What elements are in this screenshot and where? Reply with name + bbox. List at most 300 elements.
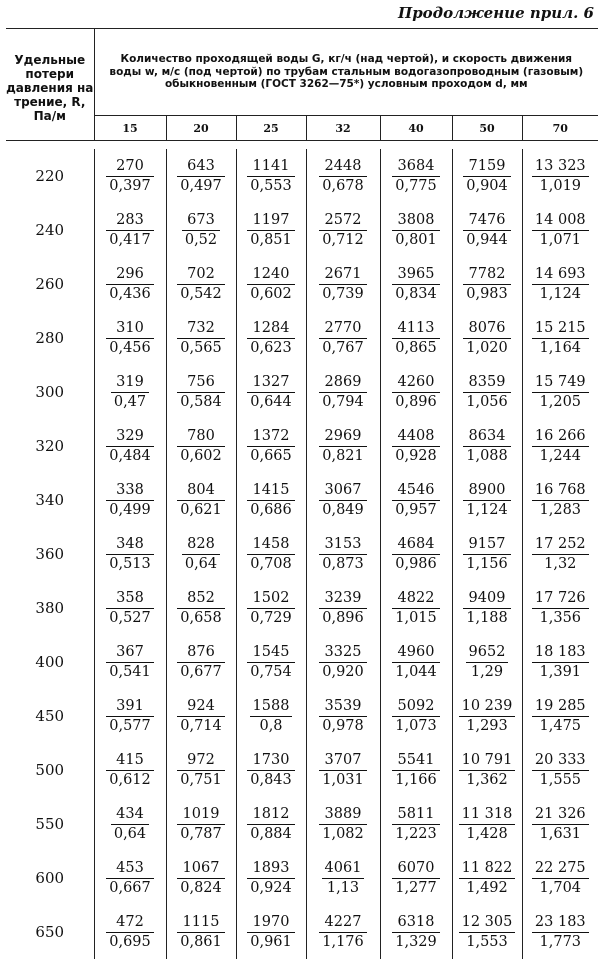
fraction	[106, 481, 154, 520]
velocity: 1,088	[463, 446, 511, 466]
flow-rate: 434	[116, 805, 144, 822]
flow-cell	[166, 905, 236, 959]
flow-cell	[380, 473, 452, 527]
table-row	[6, 743, 598, 797]
flow-cell	[522, 473, 598, 527]
fraction	[106, 859, 154, 898]
fraction	[319, 697, 367, 736]
fraction	[319, 805, 367, 844]
flow-cell	[380, 311, 452, 365]
velocity: 1,29	[466, 662, 509, 682]
fraction	[106, 535, 154, 574]
velocity: 0,834	[392, 284, 440, 304]
flow-cell	[452, 581, 522, 635]
flow-rate: 15 215	[534, 319, 586, 336]
flow-cell	[306, 419, 380, 473]
velocity: 0,851	[247, 230, 295, 250]
flow-rate: 415	[116, 751, 144, 768]
fraction	[463, 157, 511, 196]
flow-cell	[522, 743, 598, 797]
flow-cell	[380, 365, 452, 419]
fraction	[392, 157, 440, 196]
flow-cell	[236, 743, 306, 797]
fraction	[459, 805, 516, 844]
flow-rate: 756	[187, 373, 215, 390]
flow-rate: 3325	[324, 643, 362, 660]
velocity: 0,397	[106, 176, 154, 196]
flow-rate: 1893	[252, 859, 290, 876]
column-header: Количество проходящей воды G, кг/ч (над чертой), и скорость движения воды w, м/с (под чертой) по трубам стальным водогазопроводным (газовым) обыкновенным (ГОСТ 3262—75*) условным проходом d, мм	[94, 29, 598, 116]
fraction	[247, 427, 295, 466]
diameter-header: 50	[452, 116, 522, 141]
fraction	[322, 859, 365, 898]
pressure-loss-value: 220	[6, 149, 94, 203]
flow-cell	[236, 797, 306, 851]
flow-rate: 6318	[397, 913, 435, 930]
velocity: 1,188	[463, 608, 511, 628]
flow-cell	[452, 311, 522, 365]
flow-cell	[452, 905, 522, 959]
velocity: 1,362	[459, 770, 516, 790]
fraction	[532, 535, 589, 574]
flow-rate: 643	[187, 157, 215, 174]
pressure-loss-value: 550	[6, 797, 94, 851]
flow-rate: 7782	[468, 265, 506, 282]
flow-cell	[236, 311, 306, 365]
fraction	[459, 859, 516, 898]
table-row	[6, 905, 598, 959]
velocity: 0,499	[106, 500, 154, 520]
flow-cell	[452, 851, 522, 905]
flow-rate: 3684	[397, 157, 435, 174]
flow-rate: 5541	[397, 751, 435, 768]
flow-rate: 1067	[182, 859, 220, 876]
fraction	[106, 589, 154, 628]
flow-cell	[380, 527, 452, 581]
velocity: 0,924	[247, 878, 295, 898]
flow-rate: 2869	[324, 373, 362, 390]
fraction	[177, 751, 225, 790]
flow-rate: 15 749	[534, 373, 586, 390]
pressure-loss-value: 260	[6, 257, 94, 311]
table-row	[6, 689, 598, 743]
flow-rate: 319	[116, 373, 144, 390]
flow-cell	[380, 581, 452, 635]
velocity: 0,47	[111, 392, 149, 412]
velocity: 0,667	[106, 878, 154, 898]
velocity: 0,787	[177, 824, 225, 844]
fraction	[459, 913, 516, 952]
velocity: 0,497	[177, 176, 225, 196]
fraction	[459, 697, 516, 736]
flow-cell	[306, 635, 380, 689]
row-header: Удельные потери давления на трение, R, Па/м	[6, 29, 94, 141]
table-row	[6, 365, 598, 419]
fraction	[392, 427, 440, 466]
fraction	[463, 535, 511, 574]
velocity: 1,631	[532, 824, 589, 844]
velocity: 0,665	[247, 446, 295, 466]
velocity: 0,677	[177, 662, 225, 682]
velocity: 1,156	[463, 554, 511, 574]
velocity: 1,071	[532, 230, 589, 250]
flow-cell	[236, 527, 306, 581]
flow-cell	[94, 905, 166, 959]
velocity: 0,896	[319, 608, 367, 628]
flow-rate: 283	[116, 211, 144, 228]
flow-rate: 16 266	[534, 427, 586, 444]
table-row	[6, 473, 598, 527]
velocity: 0,513	[106, 554, 154, 574]
fraction	[532, 859, 589, 898]
velocity: 1,356	[532, 608, 589, 628]
velocity: 0,553	[247, 176, 295, 196]
velocity: 1,205	[532, 392, 589, 412]
velocity: 1,056	[463, 392, 511, 412]
table-row	[6, 203, 598, 257]
table-row	[6, 311, 598, 365]
fraction	[247, 859, 295, 898]
fraction	[177, 697, 225, 736]
flow-rate: 4960	[397, 643, 435, 660]
flow-rate: 310	[116, 319, 144, 336]
flow-cell	[166, 581, 236, 635]
flow-cell	[522, 419, 598, 473]
fraction	[247, 265, 295, 304]
fraction	[392, 535, 440, 574]
fraction	[463, 427, 511, 466]
flow-rate: 4260	[397, 373, 435, 390]
velocity: 1,124	[463, 500, 511, 520]
flow-cell	[166, 689, 236, 743]
fraction	[532, 427, 589, 466]
fraction	[106, 265, 154, 304]
velocity: 1,031	[319, 770, 367, 790]
velocity: 0,678	[319, 176, 367, 196]
velocity: 0,794	[319, 392, 367, 412]
fraction	[319, 265, 367, 304]
flow-rate: 876	[187, 643, 215, 660]
fraction	[463, 265, 511, 304]
fraction	[106, 427, 154, 466]
flow-cell	[306, 851, 380, 905]
fraction	[532, 319, 589, 358]
fraction	[319, 589, 367, 628]
velocity: 0,824	[177, 878, 225, 898]
fraction	[106, 319, 154, 358]
velocity: 1,32	[532, 554, 589, 574]
velocity: 0,983	[463, 284, 511, 304]
flow-rate: 3889	[324, 805, 362, 822]
velocity: 0,658	[177, 608, 225, 628]
velocity: 0,64	[111, 824, 149, 844]
flow-rate: 13 323	[534, 157, 586, 174]
flow-cell	[166, 203, 236, 257]
table-row	[6, 581, 598, 635]
velocity: 0,821	[319, 446, 367, 466]
fraction	[459, 751, 516, 790]
velocity: 1,13	[322, 878, 365, 898]
fraction	[463, 211, 511, 250]
flow-rate: 4546	[397, 481, 435, 498]
flow-cell	[380, 905, 452, 959]
fraction	[247, 373, 295, 412]
velocity: 0,565	[177, 338, 225, 358]
flow-cell	[452, 689, 522, 743]
velocity: 0,801	[392, 230, 440, 250]
flow-cell	[236, 581, 306, 635]
velocity: 0,417	[106, 230, 154, 250]
flow-rate: 2448	[324, 157, 362, 174]
flow-rate: 10 239	[461, 697, 513, 714]
velocity: 0,729	[247, 608, 295, 628]
velocity: 0,961	[247, 932, 295, 952]
velocity: 0,944	[463, 230, 511, 250]
flow-cell	[236, 851, 306, 905]
flow-cell	[380, 635, 452, 689]
fraction	[392, 589, 440, 628]
flow-rate: 296	[116, 265, 144, 282]
flow-rate: 358	[116, 589, 144, 606]
flow-rate: 3707	[324, 751, 362, 768]
flow-rate: 391	[116, 697, 144, 714]
fraction	[463, 481, 511, 520]
velocity: 1,555	[532, 770, 589, 790]
flow-rate: 1812	[252, 805, 290, 822]
fraction	[532, 211, 589, 250]
velocity: 1,020	[463, 338, 511, 358]
velocity: 1,428	[459, 824, 516, 844]
velocity: 0,865	[392, 338, 440, 358]
fraction	[463, 373, 511, 412]
flow-rate: 972	[187, 751, 215, 768]
table-row	[6, 635, 598, 689]
flow-cell	[94, 527, 166, 581]
fraction	[177, 373, 225, 412]
flow-rate: 9652	[468, 643, 506, 660]
fraction	[247, 589, 295, 628]
flow-cell	[306, 149, 380, 203]
flow-rate: 17 726	[534, 589, 586, 606]
flow-rate: 2770	[324, 319, 362, 336]
velocity: 0,456	[106, 338, 154, 358]
flow-cell	[306, 203, 380, 257]
fraction	[466, 643, 509, 682]
diameter-header: 40	[380, 116, 452, 141]
fraction	[532, 589, 589, 628]
flow-cell	[166, 851, 236, 905]
flow-cell	[522, 797, 598, 851]
fraction	[111, 805, 149, 844]
flow-cell	[94, 149, 166, 203]
fraction	[177, 265, 225, 304]
flow-rate: 732	[187, 319, 215, 336]
pressure-loss-value: 360	[6, 527, 94, 581]
flow-rate: 4061	[324, 859, 362, 876]
velocity: 1,015	[392, 608, 440, 628]
fraction	[247, 157, 295, 196]
fraction	[247, 751, 295, 790]
flow-cell	[236, 419, 306, 473]
velocity: 1,124	[532, 284, 589, 304]
flow-cell	[236, 149, 306, 203]
flow-rate: 1970	[252, 913, 290, 930]
flow-cell	[306, 257, 380, 311]
fraction	[319, 211, 367, 250]
fraction	[247, 319, 295, 358]
velocity: 0,843	[247, 770, 295, 790]
flow-rate: 673	[187, 211, 215, 228]
velocity: 0,527	[106, 608, 154, 628]
flow-rate: 1458	[252, 535, 290, 552]
fraction	[250, 697, 293, 736]
fraction	[106, 643, 154, 682]
table-body	[6, 141, 598, 960]
velocity: 1,223	[392, 824, 440, 844]
flow-cell	[306, 743, 380, 797]
flow-cell	[166, 149, 236, 203]
flow-cell	[306, 527, 380, 581]
fraction	[111, 373, 149, 412]
flow-cell	[452, 797, 522, 851]
flow-rate: 1141	[252, 157, 290, 174]
velocity: 0,602	[177, 446, 225, 466]
fraction	[177, 643, 225, 682]
flow-cell	[522, 851, 598, 905]
flow-rate: 8900	[468, 481, 506, 498]
flow-rate: 3153	[324, 535, 362, 552]
flow-cell	[94, 581, 166, 635]
table-row	[6, 257, 598, 311]
fraction	[392, 805, 440, 844]
flow-cell	[94, 689, 166, 743]
velocity: 0,957	[392, 500, 440, 520]
flow-rate: 804	[187, 481, 215, 498]
velocity: 1,704	[532, 878, 589, 898]
flow-rate: 1019	[182, 805, 220, 822]
fraction	[392, 751, 440, 790]
flow-cell	[166, 527, 236, 581]
pressure-loss-value: 300	[6, 365, 94, 419]
fraction	[532, 913, 589, 952]
velocity: 0,920	[319, 662, 367, 682]
velocity: 1,553	[459, 932, 516, 952]
velocity: 1,176	[319, 932, 367, 952]
fraction	[392, 697, 440, 736]
fraction	[106, 157, 154, 196]
fraction	[463, 589, 511, 628]
fraction	[106, 697, 154, 736]
fraction	[247, 805, 295, 844]
fraction	[532, 157, 589, 196]
velocity: 1,277	[392, 878, 440, 898]
flow-cell	[522, 203, 598, 257]
diameter-header: 32	[306, 116, 380, 141]
flow-cell	[522, 365, 598, 419]
table-row	[6, 419, 598, 473]
flow-rate: 1502	[252, 589, 290, 606]
velocity: 0,52	[182, 230, 220, 250]
flow-rate: 3239	[324, 589, 362, 606]
flow-rate: 18 183	[534, 643, 586, 660]
flow-cell	[94, 311, 166, 365]
table-row	[6, 851, 598, 905]
fraction	[177, 805, 225, 844]
flow-cell	[166, 635, 236, 689]
velocity: 0,978	[319, 716, 367, 736]
flow-rate: 828	[187, 535, 215, 552]
fraction	[392, 373, 440, 412]
velocity: 1,044	[392, 662, 440, 682]
fraction	[247, 481, 295, 520]
flow-rate: 780	[187, 427, 215, 444]
flow-cell	[306, 581, 380, 635]
flow-rate: 17 252	[534, 535, 586, 552]
flow-cell	[236, 257, 306, 311]
flow-cell	[380, 851, 452, 905]
flow-cell	[94, 743, 166, 797]
flow-cell	[236, 689, 306, 743]
flow-cell	[522, 905, 598, 959]
pressure-loss-value: 280	[6, 311, 94, 365]
flow-rate: 8634	[468, 427, 506, 444]
flow-cell	[166, 311, 236, 365]
flow-rate: 8076	[468, 319, 506, 336]
velocity: 1,283	[532, 500, 589, 520]
flow-rate: 1730	[252, 751, 290, 768]
flow-cell	[306, 905, 380, 959]
velocity: 0,436	[106, 284, 154, 304]
pressure-loss-value: 240	[6, 203, 94, 257]
velocity: 0,541	[106, 662, 154, 682]
flow-cell	[306, 797, 380, 851]
velocity: 1,293	[459, 716, 516, 736]
velocity: 1,244	[532, 446, 589, 466]
flow-rate: 4684	[397, 535, 435, 552]
fraction	[319, 319, 367, 358]
velocity: 0,542	[177, 284, 225, 304]
fraction	[182, 535, 220, 574]
velocity: 0,884	[247, 824, 295, 844]
flow-cell	[452, 635, 522, 689]
fraction	[106, 751, 154, 790]
velocity: 0,849	[319, 500, 367, 520]
velocity: 0,714	[177, 716, 225, 736]
flow-rate: 1115	[182, 913, 220, 930]
flow-cell	[94, 473, 166, 527]
flow-cell	[236, 905, 306, 959]
flow-rate: 4408	[397, 427, 435, 444]
flow-rate: 21 326	[534, 805, 586, 822]
flow-cell	[452, 743, 522, 797]
flow-cell	[166, 473, 236, 527]
fraction	[392, 265, 440, 304]
flow-cell	[380, 689, 452, 743]
flow-rate: 4822	[397, 589, 435, 606]
fraction	[319, 913, 367, 952]
flow-cell	[94, 365, 166, 419]
fraction	[319, 373, 367, 412]
flow-cell	[522, 257, 598, 311]
flow-rate: 6070	[397, 859, 435, 876]
flow-table	[6, 28, 598, 959]
flow-rate: 8359	[468, 373, 506, 390]
flow-rate: 4113	[397, 319, 435, 336]
fraction	[247, 535, 295, 574]
flow-cell	[94, 797, 166, 851]
velocity: 0,623	[247, 338, 295, 358]
flow-cell	[380, 257, 452, 311]
